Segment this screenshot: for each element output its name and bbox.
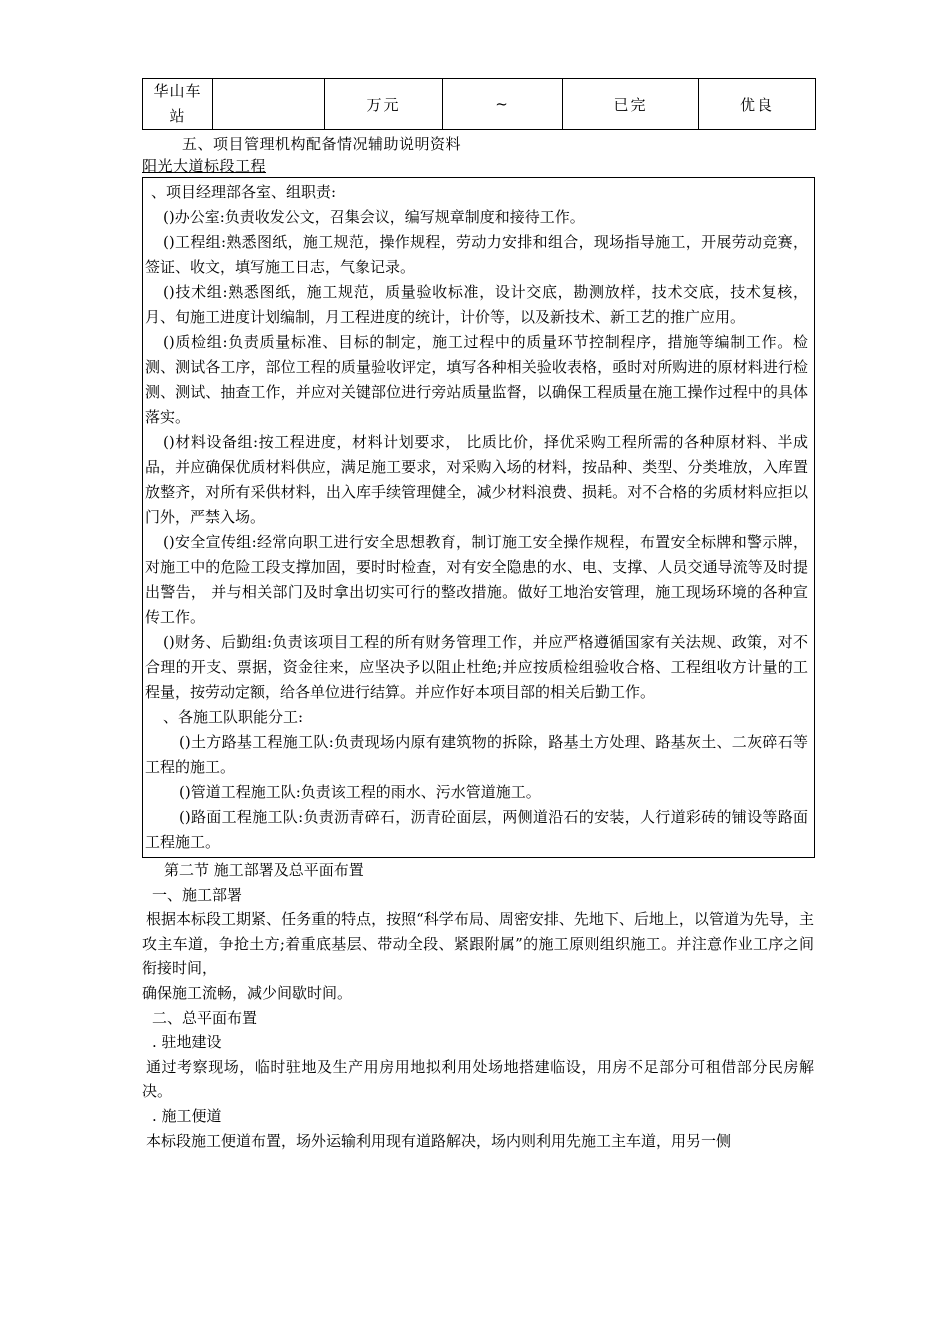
box-paragraph: ()管道工程施工队:负责该工程的雨水、污水管道施工。 (179, 783, 541, 801)
status-cell: 已完 (563, 79, 699, 130)
section2 (142, 858, 814, 1153)
box-paragraph: ()办公室:负责收发公文，召集会议，编写规章制度和接待工作。 (163, 208, 585, 226)
box-paragraph: ()材料设备组:按工程进度，材料计划要求， 比质比价，择优采购工程所需的各种原材料、半成品，并应确保优质材料供应，满足施工要求，对采购入场的材料，按品种、类型、分类堆放，入库置放整齐，对所有采供材料，出入库手续管理健全，减少材料浪费、损耗。对不合格的劣质材料应拒以门外，严禁入场。 (145, 433, 808, 526)
body-paragraph: 确保施工流畅，减少间歇时间。 (142, 983, 353, 1002)
box-paragraph: ()土方路基工程施工队:负责现场内原有建筑物的拆除，路基土方处理、路基灰土、二灰碎石等工程的施工。 (145, 733, 808, 776)
box-paragraph: ()财务、后勤组:负责该项目工程的所有财务管理工作，并应严格遵循国家有关法规、政策，对不合理的开支、票据，资金往来，应坚决予以阻止杜绝;并应按质检组验收合格、工程组收方计量的工程量，按劳动定额，给各单位进行结算。并应作好本项目部的相关后勤工作。 (145, 633, 808, 701)
body-paragraph: 本标段施工便道布置，场外运输利用现有道路解决，场内则利用先施工主车道，用另一侧 (146, 1131, 732, 1150)
amount-unit-cell: 万元 (325, 79, 443, 130)
subheading: 二、总平面布置 (152, 1008, 258, 1027)
box-paragraph: ()安全宣传组:经常向职工进行安全思想教育，制订施工安全操作规程，布置安全标牌和警示牌，对施工中的危险工段支撑加固，要时时检查，对有安全隐患的水、电、支撑、人员交通导流等及时提出警告， 并与相关部门及时拿出切实可行的整改措施。做好工地治安管理，施工现场环境的各种宣传工作。 (145, 533, 808, 626)
responsibilities-box (142, 177, 815, 858)
box-paragraph: 、项目经理部各室、组职责: (151, 183, 337, 201)
box-paragraph: 、各施工队职能分工: (163, 708, 304, 726)
subheading: 一、施工部署 (152, 885, 243, 904)
quality-cell: 优良 (699, 79, 816, 130)
section5-heading: 五、项目管理机构配备情况辅助说明资料 (182, 135, 462, 153)
box-paragraph: ()技术组:熟悉图纸，施工规范，质量验收标准，设计交底，勘测放样，技术交底，技术复核，月、旬施工进度计划编制，月工程进度的统计，计价等，以及新技术、新工艺的推广应用。 (145, 283, 808, 326)
document-page (142, 78, 814, 1153)
table-row (143, 79, 816, 130)
box-paragraph: ()质检组:负责质量标准、目标的制定，施工过程中的质量环节控制程序，措施等编制工作。检测、测试各工序，部位工程的质量验收评定，填写各种相关验收表格，亟时对所购进的原材料进行检测、测试、抽查工作，并应对关键部位进行旁站质量监督，以确保工程质量在施工操作过程中的具体落实。 (145, 333, 808, 426)
body-paragraph: 根据本标段工期紧、任务重的特点，按照“科学布局、周密安排、先地下、后地上，以管道为先导，主攻主车道，争抢土方;着重底基层、带动全段、紧跟附属”的施工原则组织施工。并注意作业工序之间衔接时间， (142, 910, 814, 978)
empty-cell (213, 79, 325, 130)
section2-title: 第二节 施工部署及总平面布置 (164, 861, 364, 879)
station-cell: 华山车站 (143, 79, 213, 130)
subheading: . 施工便道 (152, 1106, 222, 1125)
project-name: 阳光大道标段工程 (142, 157, 267, 175)
body-paragraph: 通过考察现场，临时驻地及生产用房用地拟利用处场地搭建临设，用房不足部分可租借部分民房解决。 (142, 1057, 814, 1101)
subheading: . 驻地建设 (152, 1033, 222, 1052)
period-cell: ~ (443, 79, 563, 130)
box-paragraph: ()路面工程施工队:负责沥青碎石，沥青砼面层，两侧道沿石的安装，人行道彩砖的铺设等路面工程施工。 (145, 808, 808, 851)
project-table (142, 78, 816, 130)
box-paragraph: ()工程组:熟悉图纸，施工规范，操作规程，劳动力安排和组合，现场指导施工，开展劳动竞赛，签证、收文，填写施工日志，气象记录。 (145, 233, 808, 276)
